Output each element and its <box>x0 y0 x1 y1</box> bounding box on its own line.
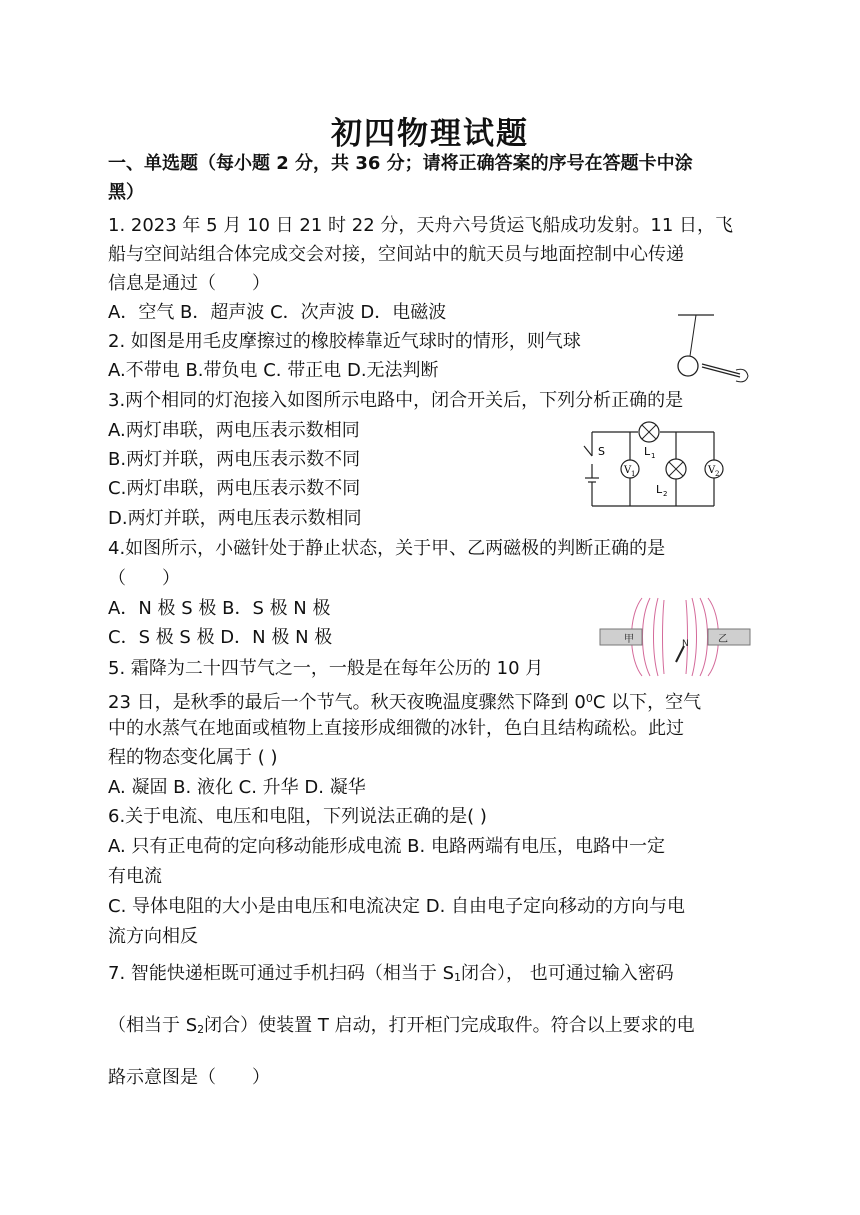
q6-line4: C. 导体电阻的大小是由电压和电流决定 D. 自由电子定向移动的方向与电 <box>108 896 686 917</box>
balloon-rod-figure <box>668 310 754 386</box>
q7-s1-subscript: 1 <box>454 971 462 984</box>
q4-options-ab: A．N 极 S 极 B．S 极 N 极 <box>108 598 331 619</box>
q5-line1: 5. 霜降为二十四节气之一，一般是在每年公历的 10 月 <box>108 658 544 679</box>
q5-line2-part-a: 23 日，是秋季的最后一个节气。秋天夜晚温度骤然下降到 0 <box>108 692 586 713</box>
section-heading-line2: 黑） <box>108 182 144 203</box>
q7-line3: 路示意图是（ ） <box>108 1067 270 1088</box>
q3-option-a: A.两灯串联，两电压表示数相同 <box>108 420 360 441</box>
q5-degree-superscript: 0 <box>585 692 593 705</box>
v1-subscript: 1 <box>631 470 636 478</box>
magnet-left-label: 甲 <box>624 634 634 645</box>
q4-options-cd: C．S 极 S 极 D．N 极 N 极 <box>108 627 333 648</box>
q2-line1: 2. 如图是用毛皮摩擦过的橡胶棒靠近气球时的情形，则气球 <box>108 331 581 352</box>
switch-label: S <box>598 445 605 458</box>
magnet-right-label: 乙 <box>718 634 728 645</box>
q6-line5: 流方向相反 <box>108 926 198 947</box>
q3-line1: 3.两个相同的灯泡接入如图所示电路中，闭合开关后，下列分析正确的是 <box>108 390 684 411</box>
q2-options: A.不带电 B.带负电 C. 带正电 D.无法判断 <box>108 360 439 381</box>
q6-line3: 有电流 <box>108 866 162 887</box>
q3-option-b: B.两灯并联，两电压表示数不同 <box>108 449 361 470</box>
v2-label: V <box>708 465 716 476</box>
q4-line1: 4.如图所示，小磁针处于静止状态，关于甲、乙两磁极的判断正确的是 <box>108 538 666 559</box>
q7-line2-part-b: 闭合）使装置 T 启动，打开柜门完成取件。符合以上要求的电 <box>204 1015 695 1036</box>
q7-line1-part-a: 7. 智能快递柜既可通过手机扫码（相当于 S <box>108 963 455 984</box>
q5-line2 <box>108 687 701 715</box>
l1-label: L <box>644 445 651 458</box>
v2-subscript: 2 <box>715 470 720 478</box>
v1-label: V <box>624 465 632 476</box>
q7-s2-subscript: 2 <box>197 1023 205 1036</box>
q7-line1-part-b: 闭合）， 也可通过输入密码 <box>461 963 674 984</box>
q1-line3: 信息是通过（ ） <box>108 273 270 294</box>
q5-line2-part-b: C 以下，空气 <box>592 692 702 713</box>
q5-line3: 中的水蒸气在地面或植物上直接形成细微的冰针，色白且结构疏松。此过 <box>108 718 684 739</box>
q7-line2-part-a: （相当于 S <box>108 1015 198 1036</box>
q3-option-d: D.两灯并联，两电压表示数相同 <box>108 508 362 529</box>
q3-option-c: C.两灯串联，两电压表示数不同 <box>108 478 361 499</box>
q6-line1: 6.关于电流、电压和电阻，下列说法正确的是( ) <box>108 806 487 827</box>
q4-line2: （ ） <box>108 568 180 589</box>
page-title: 初四物理试题 <box>331 116 529 152</box>
q1-line2: 船与空间站组合体完成交会对接，空间站中的航天员与地面控制中心传递 <box>108 244 684 265</box>
q5-options: A. 凝固 B. 液化 C. 升华 D. 凝华 <box>108 777 366 798</box>
section-heading-line1: 一、单选题（每小题 2 分，共 36 分；请将正确答案的序号在答题卡中涂 <box>108 153 693 174</box>
needle-n-label: N <box>682 639 689 649</box>
q5-line4: 程的物态变化属于 ( ) <box>108 747 278 768</box>
q6-line2: A. 只有正电荷的定向移动能形成电流 B. 电路两端有电压，电路中一定 <box>108 836 665 857</box>
l1-subscript: 1 <box>651 452 656 460</box>
l2-label: L <box>656 483 663 496</box>
q7-line2 <box>108 1014 695 1042</box>
q1-options: A．空气 B．超声波 C．次声波 D．电磁波 <box>108 302 447 323</box>
l2-subscript: 2 <box>663 490 668 498</box>
circuit-figure <box>578 418 728 510</box>
q7-line1 <box>108 962 674 990</box>
magnet-field-figure <box>598 596 752 678</box>
q1-line1: 1. 2023 年 5 月 10 日 21 时 22 分，天舟六号货运飞船成功发射。11 日，飞 <box>108 215 733 236</box>
